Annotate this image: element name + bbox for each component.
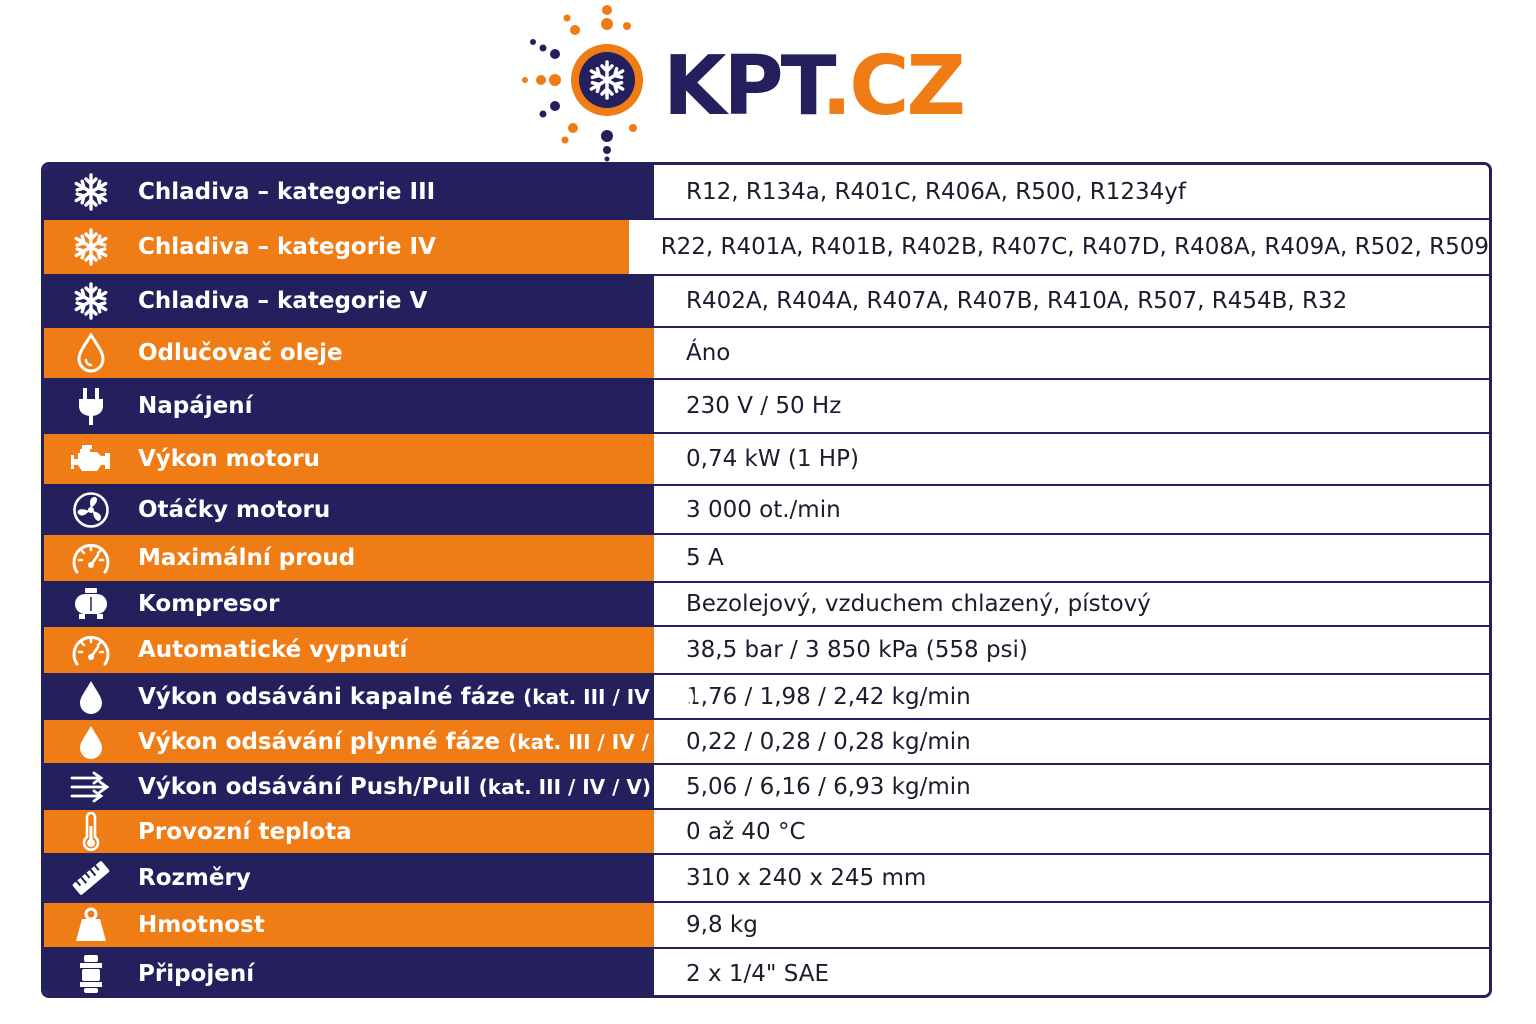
logo-brand: KPT — [663, 39, 822, 134]
spec-label-main: Provozní teplota — [138, 818, 352, 845]
logo — [515, 0, 975, 162]
spec-label-main: Automatické vypnutí — [138, 637, 408, 663]
table-row — [44, 486, 1489, 535]
spec-label-main: Odlučovač oleje — [138, 340, 343, 366]
spec-label-cell — [44, 220, 629, 274]
spec-label-main: Výkon odsávání plynné fáze — [138, 728, 501, 755]
plug-icon — [44, 386, 138, 426]
spec-value: 2 x 1/4" SAE — [654, 949, 1489, 998]
spec-label-main: Chladiva – kategorie IV — [138, 234, 436, 260]
spec-value: R12, R134a, R401C, R406A, R500, R1234yf — [654, 165, 1489, 218]
spec-label-cell — [44, 583, 654, 625]
logo-sun-snowflake-icon — [515, 0, 665, 162]
table-row — [44, 583, 1489, 627]
spec-value: 0,74 kW (1 HP) — [654, 434, 1489, 484]
spec-value: 38,5 bar / 3 850 kPa (558 psi) — [654, 627, 1489, 673]
spec-label-main: Chladiva – kategorie V — [138, 288, 428, 314]
compressor-icon — [44, 586, 138, 622]
table-row — [44, 855, 1489, 903]
table-row — [44, 810, 1489, 855]
spec-value: 230 V / 50 Hz — [654, 380, 1489, 432]
spec-value: R402A, R404A, R407A, R407B, R410A, R507, R454B, R32 — [654, 276, 1489, 326]
drop-icon — [44, 724, 138, 760]
spec-value: 5,06 / 6,16 / 6,93 kg/min — [654, 765, 1489, 808]
table-row — [44, 165, 1489, 220]
spec-label-cell — [44, 949, 654, 998]
spec-label-cell — [44, 903, 654, 947]
spec-label — [138, 497, 330, 523]
table-row — [44, 675, 1489, 720]
airflow-icon — [44, 770, 138, 804]
spec-value: Bezolejový, vzduchem chlazený, pístový — [654, 583, 1489, 625]
spec-label-cell — [44, 276, 654, 326]
spec-label-cell — [44, 434, 654, 484]
spec-label — [138, 591, 279, 617]
spec-label-main: Výkon odsávání Push/Pull — [138, 773, 471, 800]
spec-label-main: Rozměry — [138, 865, 251, 891]
weight-icon — [44, 907, 138, 943]
logo-suffix: .CZ — [821, 39, 963, 134]
gauge-icon — [44, 540, 138, 576]
spec-label-main: Výkon motoru — [138, 446, 320, 472]
table-row — [44, 765, 1489, 810]
spec-label-main: Maximální proud — [138, 545, 356, 571]
engine-icon — [44, 443, 138, 475]
drop-icon — [44, 679, 138, 715]
spec-label-main: Hmotnost — [138, 912, 265, 938]
spec-label-main: Napájení — [138, 393, 253, 419]
spec-label — [138, 393, 253, 419]
spec-value: Áno — [654, 328, 1489, 378]
snowflake-icon — [44, 227, 138, 267]
spec-label — [138, 340, 343, 366]
table-row — [44, 276, 1489, 328]
spec-label — [138, 684, 696, 710]
spec-value: 0 až 40 °C — [654, 810, 1489, 853]
spec-label — [138, 545, 355, 571]
snowflake-icon — [44, 281, 138, 321]
spec-label-cell — [44, 675, 696, 718]
table-row — [44, 949, 1489, 998]
fan-icon — [44, 491, 138, 529]
table-row — [44, 627, 1489, 675]
spec-label-cell — [44, 720, 681, 763]
spec-label-cell — [44, 165, 654, 218]
spec-label — [138, 179, 435, 205]
table-row — [44, 535, 1489, 583]
spec-label-cell — [44, 380, 654, 432]
spec-label — [138, 819, 352, 845]
gauge-icon — [44, 632, 138, 668]
spec-label-cell — [44, 328, 654, 378]
spec-value: 310 x 240 x 245 mm — [654, 855, 1489, 901]
spec-label — [138, 729, 681, 755]
spec-label — [138, 865, 251, 891]
ruler-icon — [44, 858, 138, 898]
thermometer-icon — [44, 812, 138, 852]
spec-value: 1,76 / 1,98 / 2,42 kg/min — [654, 675, 1489, 718]
spec-label — [138, 912, 265, 938]
spec-label-cell — [44, 810, 654, 853]
spec-label — [138, 637, 407, 663]
spec-label-main: Otáčky motoru — [138, 496, 331, 523]
spec-label — [138, 961, 254, 987]
table-row — [44, 903, 1489, 949]
spec-label — [138, 774, 651, 800]
spec-label-cell — [44, 627, 654, 673]
spec-label-cell — [44, 855, 654, 901]
oil-drop-icon — [44, 333, 138, 373]
spec-value: 0,22 / 0,28 / 0,28 kg/min — [654, 720, 1489, 763]
spec-label-main: Chladiva – kategorie III — [138, 178, 436, 205]
spec-table — [41, 162, 1492, 998]
spec-label-suffix: (kat. III / IV / V) — [523, 684, 696, 709]
table-row — [44, 720, 1489, 765]
spec-label-cell — [44, 535, 654, 581]
spec-label-cell — [44, 765, 654, 808]
spec-label — [138, 446, 320, 472]
spec-value: 3 000 ot./min — [654, 486, 1489, 533]
connector-icon — [44, 954, 138, 994]
spec-label — [138, 288, 427, 314]
spec-label — [138, 234, 436, 260]
spec-label-suffix: (kat. III / IV / V) — [508, 729, 681, 754]
spec-label-main: Výkon odsáváni kapalné fáze — [138, 683, 516, 710]
spec-label-main: Kompresor — [138, 591, 280, 617]
snowflake-icon — [44, 172, 138, 212]
spec-value: 9,8 kg — [654, 903, 1489, 947]
table-row — [44, 434, 1489, 486]
logo-wordmark — [663, 39, 963, 134]
spec-label-suffix: (kat. III / IV / V) — [478, 774, 652, 799]
spec-value: R22, R401A, R401B, R402B, R407C, R407D, R408A, R409A, R502, R509 — [629, 220, 1489, 274]
spec-value: 5 A — [654, 535, 1489, 581]
table-row — [44, 220, 1489, 276]
table-row — [44, 380, 1489, 434]
table-row — [44, 328, 1489, 380]
spec-label-main: Připojení — [138, 960, 255, 987]
spec-label-cell — [44, 486, 654, 533]
